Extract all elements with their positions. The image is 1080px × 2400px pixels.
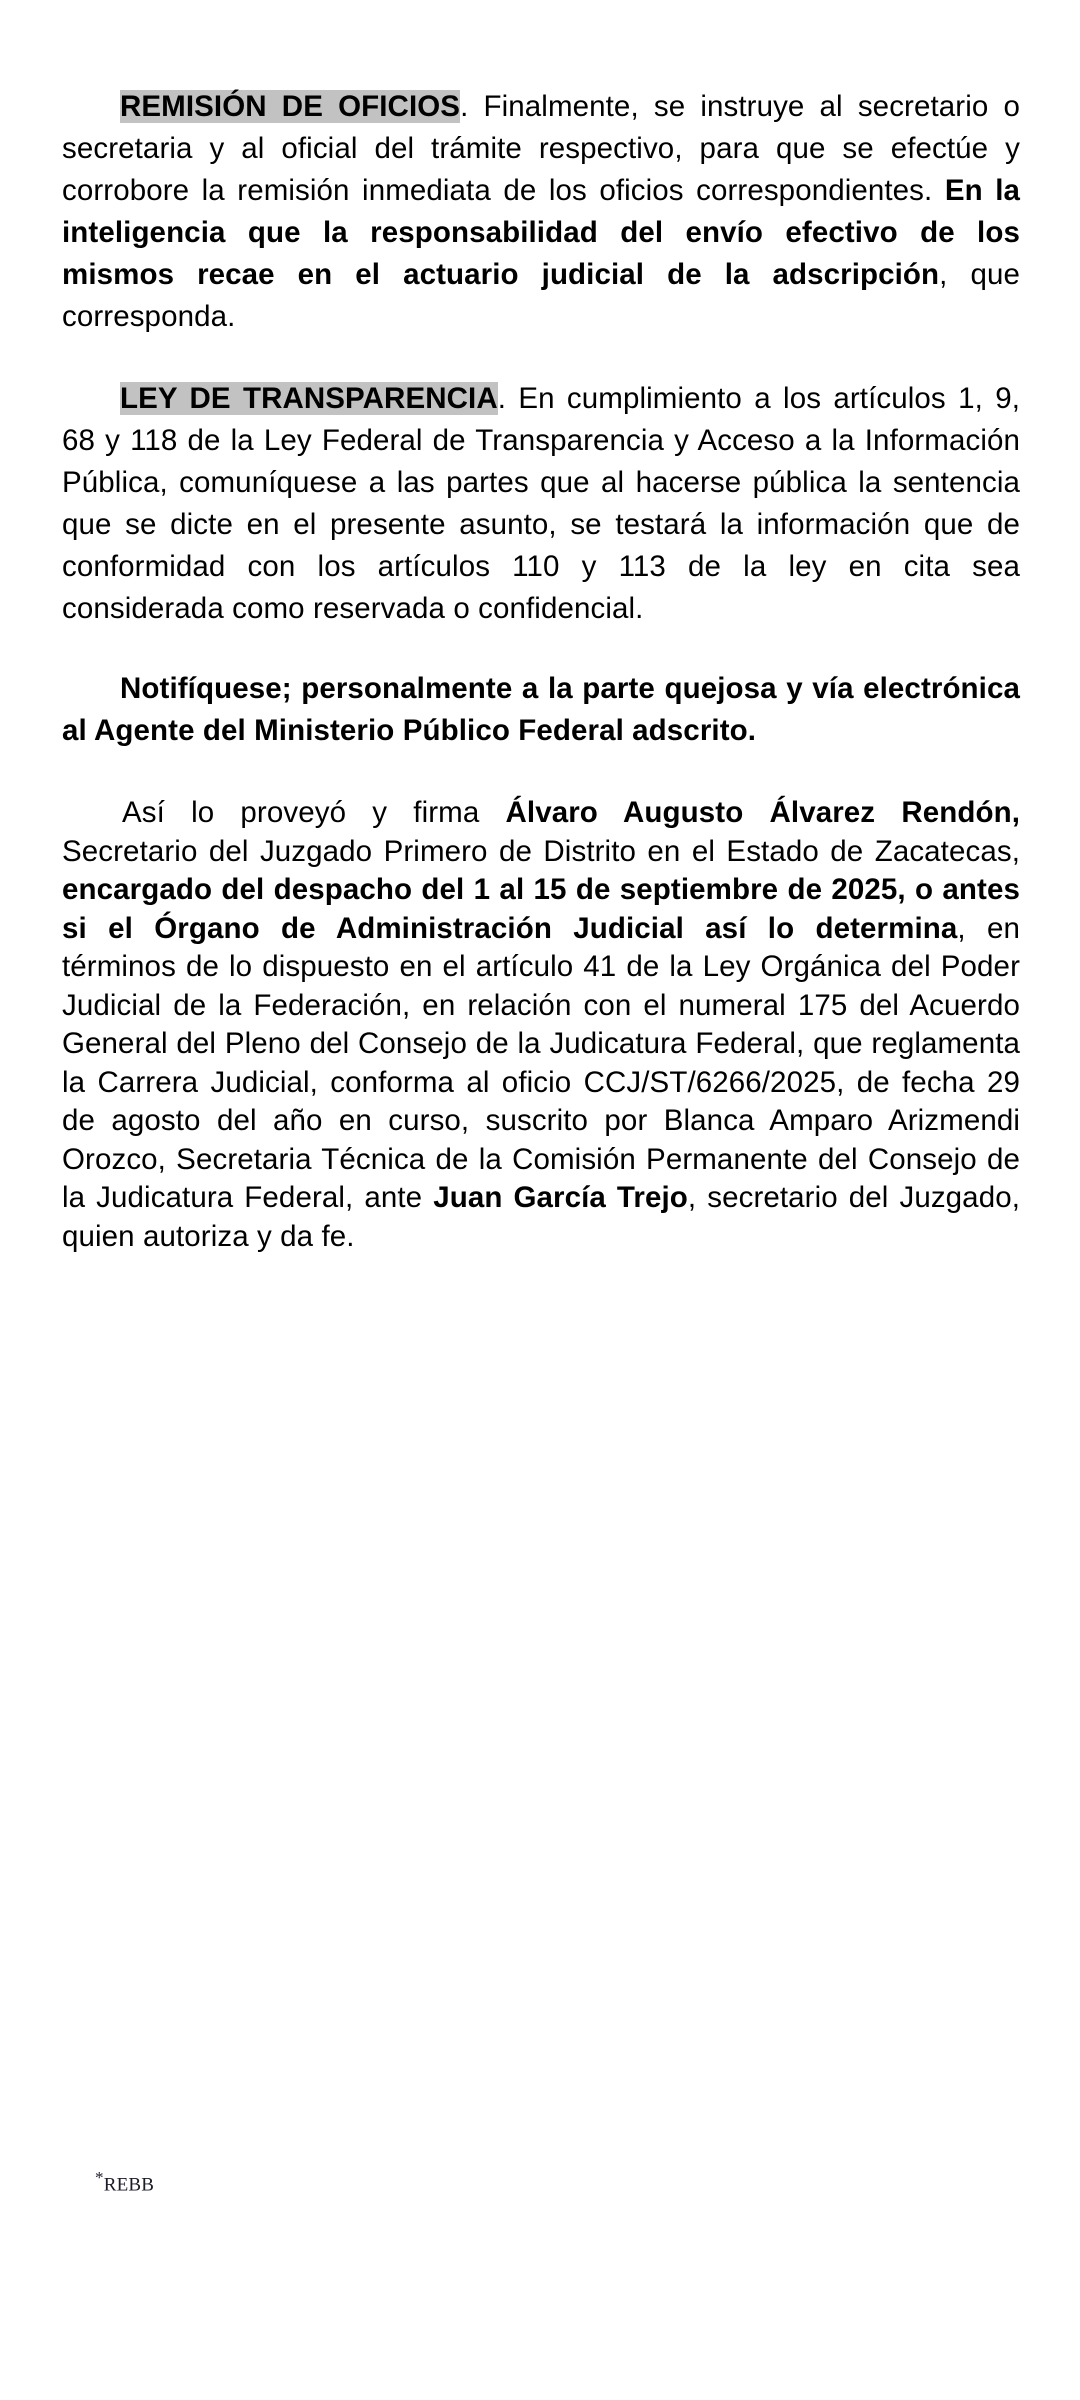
paragraph-ley-de-transparencia — [62, 378, 1020, 630]
paragraph-remision-text-2: , que corresponda. — [62, 258, 1020, 333]
footer-initials: REBB — [103, 2174, 155, 2196]
paragraph-asi-lo-proveyo — [62, 794, 1020, 1256]
paragraph-remision-de-oficios — [62, 86, 1020, 338]
asterisk-icon: * — [95, 2168, 104, 2187]
paragraph-notifiquese — [62, 668, 1020, 752]
paragraph-remision-bold-1: En la inteligencia que la responsabilidad del envío efectivo de los mismos recae en el actuario judicial de la adscripción — [62, 174, 1020, 291]
paragraph-transparencia-text-1: . En cumplimiento a los artículos 1, 9, 68 y 118 de la Ley Federal de Transparencia y Acceso a la Información Pública, comuníquese a las partes que al hacerse pública la sentencia que se dicte en el presente asunto, se testará la información que de conformidad con los artículos 110 y 113 de la ley en cita sea considerada como reservada o confidencial. — [62, 382, 1020, 625]
paragraph-proveyo-bold-encargo: encargado del despacho del 1 al 15 de septiembre de 2025, o antes si el Órgano de Administración Judicial así lo determina — [62, 873, 1020, 945]
document-text-body — [62, 86, 1020, 1256]
paragraph-proveyo-text-4: , secretario del Juzgado, quien autoriza y da fe. — [62, 1181, 1020, 1253]
footer-initials-mark — [95, 2167, 154, 2197]
paragraph-proveyo-name-testigo: Juan García Trejo — [433, 1181, 688, 1214]
paragraph-gap-1 — [62, 338, 1020, 378]
paragraph-proveyo-text-3: , en términos de lo dispuesto en el artículo 41 de la Ley Orgánica del Poder Judicial de la Federación, en relación con el numeral 175 del Acuerdo General del Pleno del Consejo de la Judicatura Federal, que reglamenta la Carrera Judicial, conforma al oficio CCJ/ST/6266/2025, de fecha 29 de agosto del año en curso, suscrito por Blanca Amparo Arizmendi Orozco, Secretaria Técnica de la Comisión Permanente del Consejo de la Judicatura Federal, ante — [62, 911, 1020, 1214]
heading-ley-de-transparencia: LEY DE TRANSPARENCIA — [120, 382, 498, 415]
paragraph-gap-3 — [62, 752, 1020, 794]
paragraph-remision-text-1: . Finalmente, se instruye al secretario o secretaria y al oficial del trámite respectivo, para que se efectúe y corrobore la remisión inmediata de los oficios correspondientes. — [62, 90, 1020, 207]
paragraph-proveyo-text-2: Secretario del Juzgado Primero de Distrito en el Estado de Zacatecas, — [62, 834, 1020, 868]
paragraph-gap-2 — [62, 630, 1020, 668]
paragraph-proveyo-name-secretario: Álvaro Augusto Álvarez Rendón, — [505, 796, 1021, 829]
paragraph-proveyo-text-1: Así lo proveyó y firma — [122, 796, 506, 829]
paragraph-notifiquese-bold: Notifíquese; personalmente a la parte quejosa y vía electrónica al Agente del Ministerio Público Federal adscrito. — [62, 672, 1020, 747]
heading-remision-de-oficios: REMISIÓN DE OFICIOS — [120, 90, 461, 123]
